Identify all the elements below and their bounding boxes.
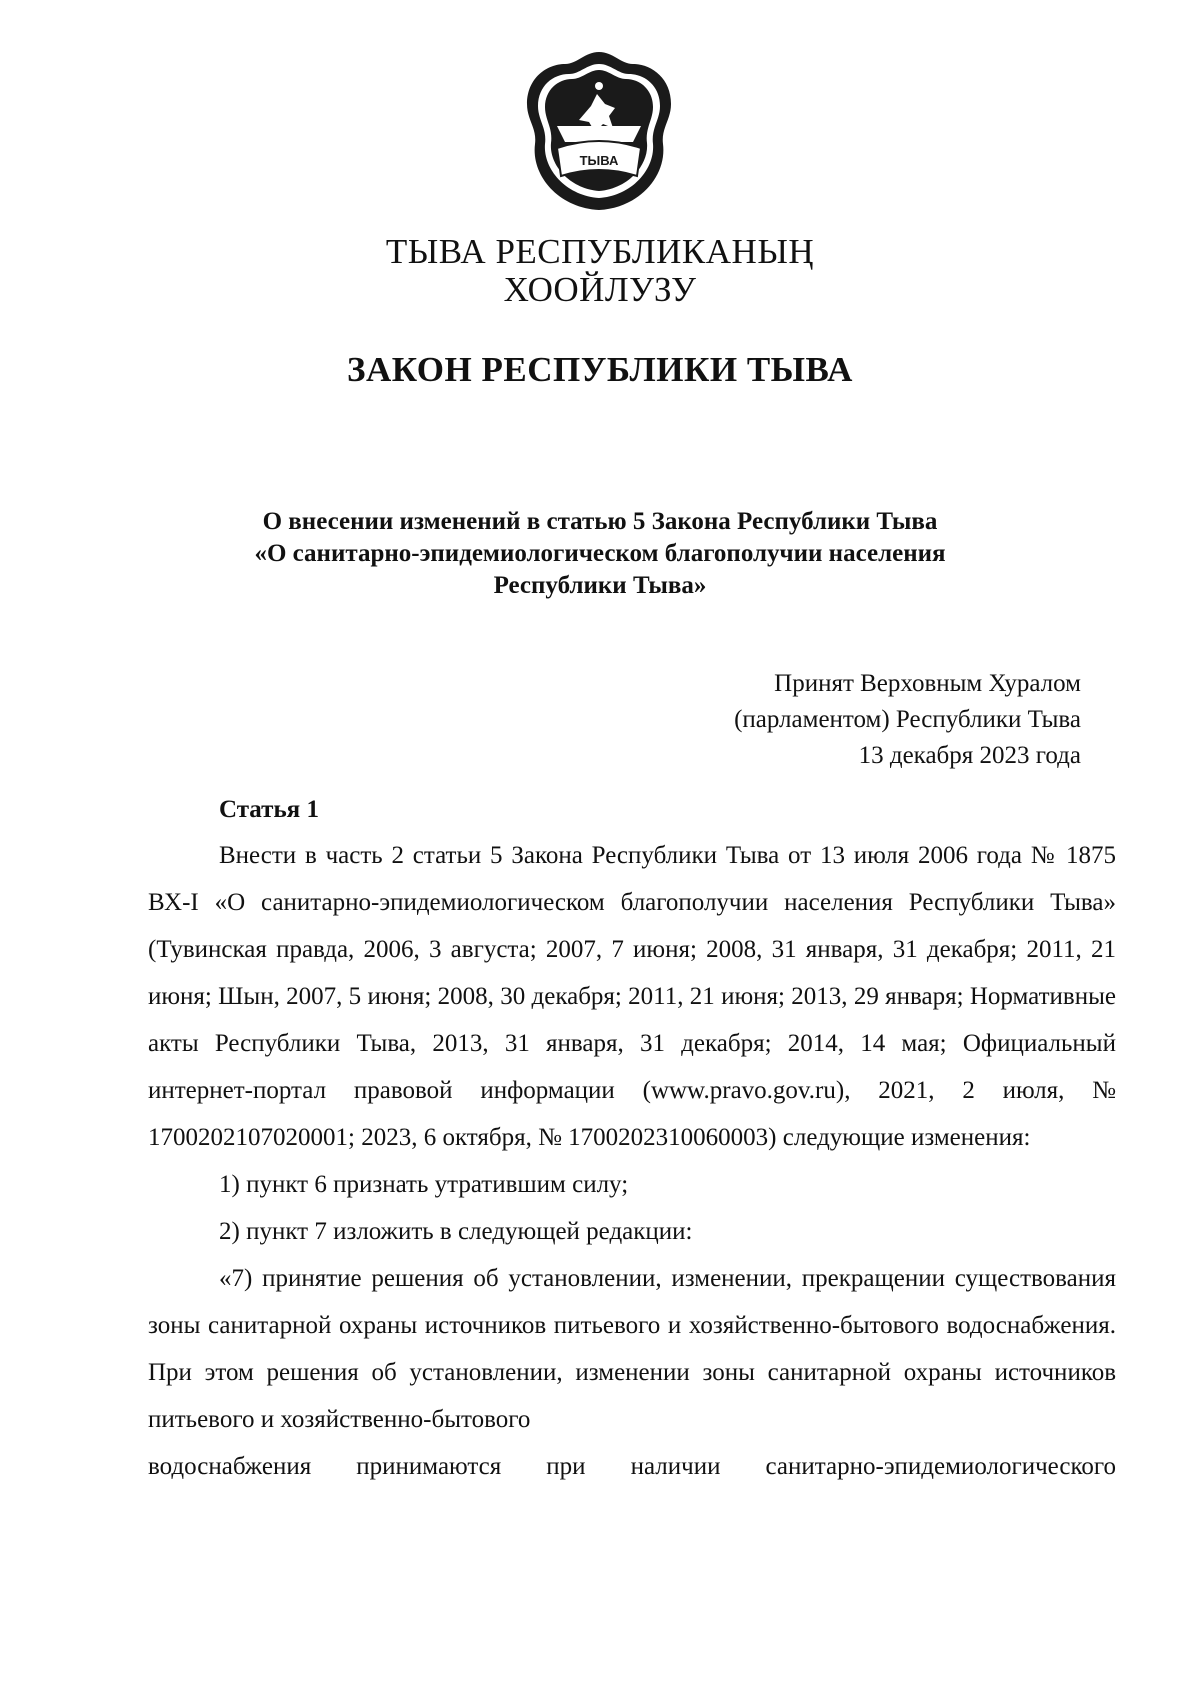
- article-1-quoted-text: «7) принятие решения об установлении, изменении, прекращении существования зоны санитарной охраны источников питьевого и хозяйственно-бытового водоснабжения. При этом решения об установлении, изменении зоны санитарной охраны источников питьевого и хозяйственно-бытового: [148, 1265, 1116, 1433]
- title-tuvan-line1: ТЫВА РЕСПУБЛИКАНЫҢ: [385, 232, 815, 271]
- adoption-date: 13 декабря 2023 года: [858, 742, 1081, 769]
- article-1-body: [148, 832, 1116, 1490]
- tuva-emblem-icon: [521, 48, 677, 214]
- subject-line-3: Республики Тыва»: [493, 572, 707, 599]
- adoption-line-2: (парламентом) Республики Тыва: [734, 706, 1081, 733]
- adoption-notice: [734, 666, 1081, 774]
- title-russian: ЗАКОН РЕСПУБЛИКИ ТЫВА: [347, 350, 853, 389]
- article-1-intro-paragraph: Внести в часть 2 статьи 5 Закона Республики Тыва от 13 июля 2006 года № 1875 ВХ-I «О санитарно-эпидемиологическом благополучии населения Республики Тыва» (Тувинская правда, 2006, 3 августа; 2007, 7 июня; 2008, 31 января, 31 декабря; 2011, 21 июня; Шын, 2007, 5 июня; 2008, 30 декабря; 2011, 21 июня; 2013, 29 января; Нормативные акты Республики Тыва, 2013, 31 января, 31 декабря; 2014, 14 мая; Официальный интернет-портал правовой информации (www.pravo.gov.ru), 2021, 2 июля, № 1700202107020001; 2023, 6 октября, № 1700202310060003) следующие изменения:: [148, 842, 1116, 1151]
- subject-line-2: «О санитарно-эпидемиологическом благополучии населения: [254, 540, 946, 567]
- article-1-quoted-text-continued: водоснабжения принимаются при наличии санитарно-эпидемиологического: [148, 1453, 1116, 1480]
- law-subject: [0, 506, 1200, 602]
- article-1-heading: Статья 1: [219, 796, 319, 823]
- article-1-item-1: 1) пункт 6 признать утратившим силу;: [219, 1171, 629, 1198]
- subject-line-1: О внесении изменений в статью 5 Закона Республики Тыва: [262, 508, 938, 535]
- title-tuvan-line2: ХООЙЛУЗУ: [503, 270, 697, 309]
- article-1-item-2: 2) пункт 7 изложить в следующей редакции:: [219, 1218, 693, 1245]
- emblem-label: ТЫВА: [579, 153, 619, 168]
- adoption-line-1: Принят Верховным Хуралом: [774, 670, 1081, 697]
